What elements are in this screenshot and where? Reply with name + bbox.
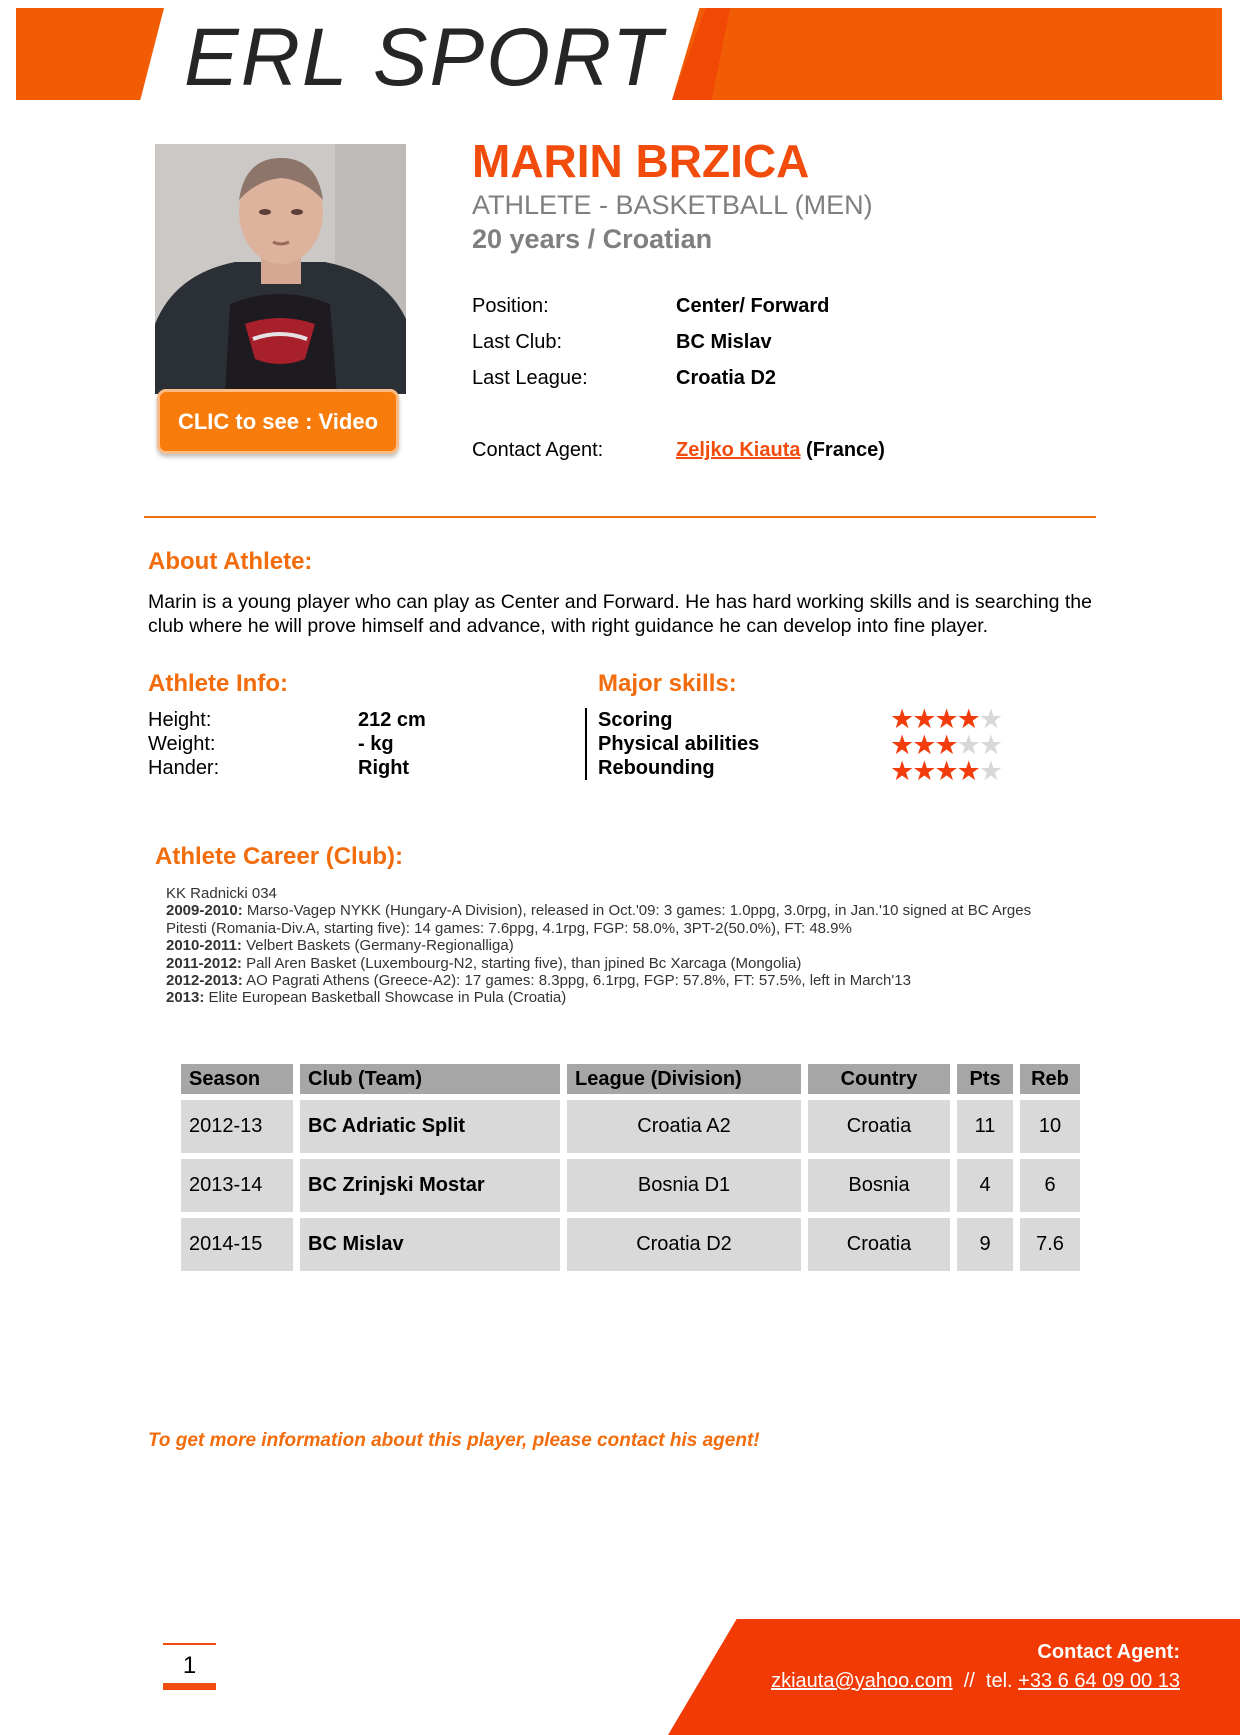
star-empty-icon: ★	[978, 730, 1002, 760]
skill-physical-rating	[890, 730, 1002, 760]
star-filled-icon: ★	[956, 704, 979, 734]
table-row	[181, 1212, 1080, 1271]
agent-phone-link[interactable]: +33 6 64 09 00 13	[1018, 1670, 1180, 1692]
major-skills-heading: Major skills:	[598, 670, 737, 697]
cell-season: 2012-13	[181, 1094, 293, 1153]
skill-rebounding-rating	[890, 756, 1002, 786]
agent-name-link[interactable]: Zeljko Kiauta	[676, 439, 801, 461]
info-skills-divider	[585, 708, 587, 780]
cell-club: BC Adriatic Split	[300, 1094, 560, 1153]
footer-contact-line	[771, 1670, 1180, 1693]
stats-table	[174, 1064, 1087, 1271]
cell-pts: 11	[957, 1094, 1013, 1153]
skill-rebounding-label: Rebounding	[598, 757, 715, 779]
last-league-label: Last League:	[472, 367, 588, 389]
star-filled-icon: ★	[956, 756, 979, 786]
header-banner-left	[16, 8, 164, 100]
agent-email-link[interactable]: zkiauta@yahoo.com	[771, 1670, 953, 1692]
star-filled-icon: ★	[890, 730, 913, 760]
video-button[interactable]: CLIC to see : Video	[157, 389, 399, 454]
page-number: 1	[182, 1652, 197, 1679]
agent-country: (France)	[806, 439, 885, 461]
height-label: Height:	[148, 709, 212, 731]
section-divider	[144, 516, 1096, 518]
skill-physical-label: Physical abilities	[598, 733, 760, 755]
table-row	[181, 1153, 1080, 1212]
star-filled-icon: ★	[934, 730, 957, 760]
career-line: 2012-2013: AO Pagrati Athens (Greece-A2): 17 games: 8.3ppg, 6.1rpg, FGP: 57.8%, FT: 57.5%, left in March'13	[166, 972, 911, 990]
last-club-value: BC Mislav	[676, 331, 772, 353]
cell-reb: 10	[1020, 1094, 1080, 1153]
cell-country: Croatia	[808, 1212, 950, 1271]
table-row	[181, 1094, 1080, 1153]
star-filled-icon: ★	[912, 756, 935, 786]
weight-label: Weight:	[148, 733, 216, 755]
cell-country: Bosnia	[808, 1153, 950, 1212]
weight-value: - kg	[358, 733, 394, 755]
brand-logo: ERL SPORT	[184, 12, 664, 103]
star-empty-icon: ★	[978, 756, 1002, 786]
cell-league: Croatia D2	[567, 1212, 801, 1271]
last-club-label: Last Club:	[472, 331, 563, 353]
cell-country: Croatia	[808, 1094, 950, 1153]
col-season: Season	[181, 1064, 293, 1094]
position-label: Position:	[472, 295, 549, 317]
contact-agent-label: Contact Agent:	[472, 439, 604, 461]
cell-league: Croatia A2	[567, 1094, 801, 1153]
cell-season: 2013-14	[181, 1153, 293, 1212]
about-text: Marin is a young player who can play as Center and Forward. He has hard working skills and is searching the club where he will prove himself and advance, with right guidance he can develop into fine player.	[148, 591, 1092, 637]
cell-league: Bosnia D1	[567, 1153, 801, 1212]
col-country: Country	[808, 1064, 950, 1094]
header-banner-right	[672, 8, 1222, 100]
career-line: 2009-2010: Marso-Vagep NYKK (Hungary-A Division), released in Oct.'09: 3 games: 1.0ppg, 3.0rpg, in Jan.'10 signed at BC Arges	[166, 902, 1032, 920]
star-filled-icon: ★	[934, 704, 957, 734]
col-reb: Reb	[1020, 1064, 1080, 1094]
star-empty-icon: ★	[978, 704, 1002, 734]
cell-pts: 4	[957, 1153, 1013, 1212]
footer-contact-title: Contact Agent:	[1037, 1641, 1180, 1663]
athlete-subtitle: ATHLETE - BASKETBALL (MEN)	[472, 190, 873, 220]
career-history	[166, 885, 1096, 1007]
athlete-info-heading: Athlete Info:	[148, 670, 288, 697]
star-filled-icon: ★	[912, 704, 935, 734]
cell-reb: 7.6	[1020, 1212, 1080, 1271]
contact-agent-value	[676, 438, 885, 462]
hander-value: Right	[358, 757, 410, 779]
col-club: Club (Team)	[300, 1064, 560, 1094]
hander-label: Hander:	[148, 757, 220, 779]
career-line: Pitesti (Romania-Div.A, starting five): 14 games: 7.6ppg, 4.1rpg, FGP: 58.0%, 3PT-2(50.0%), FT: 48.9%	[166, 919, 852, 937]
cell-club: BC Mislav	[300, 1212, 560, 1271]
career-line: 2010-2011: Velbert Baskets (Germany-Regionalliga)	[166, 937, 514, 955]
star-filled-icon: ★	[912, 730, 935, 760]
col-pts: Pts	[957, 1064, 1013, 1094]
height-value: 212 cm	[358, 709, 426, 731]
about-heading: About Athlete:	[148, 548, 313, 575]
athlete-name: MARIN BRZICA	[472, 135, 810, 187]
last-league-value: Croatia D2	[676, 367, 777, 389]
contact-separator: // tel.	[952, 1670, 1019, 1692]
cell-reb: 6	[1020, 1153, 1080, 1212]
career-heading: Athlete Career (Club):	[155, 843, 404, 870]
page-number-bottom-bar	[163, 1683, 216, 1690]
athlete-age-nationality: 20 years / Croatian	[472, 224, 713, 254]
star-filled-icon: ★	[890, 756, 913, 786]
athlete-photo	[155, 144, 406, 394]
skill-scoring-rating	[890, 704, 1002, 734]
cell-pts: 9	[957, 1212, 1013, 1271]
star-empty-icon: ★	[956, 730, 979, 760]
career-line: 2011-2012: Pall Aren Basket (Luxembourg-N2, starting five), than jpined Bc Xarcaga (Mongolia)	[166, 954, 802, 972]
cell-club: BC Zrinjski Mostar	[300, 1153, 560, 1212]
cell-season: 2014-15	[181, 1212, 293, 1271]
table-header-row	[181, 1064, 1080, 1094]
footer-note: To get more information about this player, please contact his agent!	[148, 1430, 760, 1451]
page-number-top-bar	[163, 1643, 216, 1645]
career-line: KK Radnicki 034	[166, 885, 277, 902]
position-value: Center/ Forward	[676, 295, 830, 317]
star-filled-icon: ★	[934, 756, 957, 786]
col-league: League (Division)	[567, 1064, 801, 1094]
star-filled-icon: ★	[890, 704, 913, 734]
career-line: 2013: Elite European Basketball Showcase in Pula (Croatia)	[166, 989, 567, 1007]
skill-scoring-label: Scoring	[598, 709, 673, 731]
